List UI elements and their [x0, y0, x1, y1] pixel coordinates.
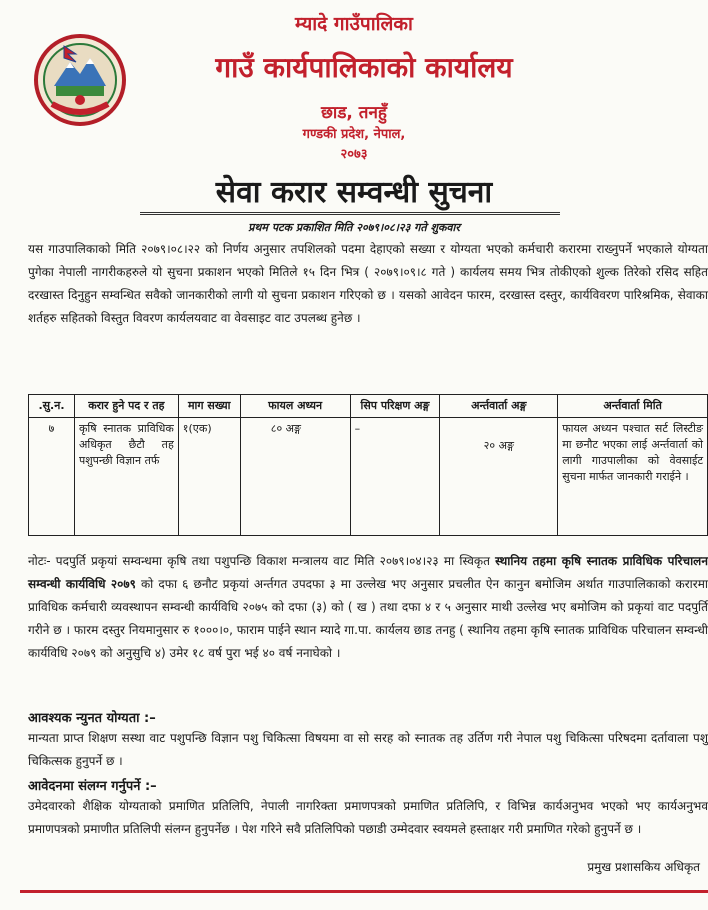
qualification-heading: आवश्यक न्युनत योग्यता :– [28, 711, 156, 726]
col-header-interview-date: अर्न्तवार्ता मिति [558, 395, 708, 418]
note-rest: को दफा ६ छनौट प्रकृयां अर्न्तगत उपदफा ३ मा उल्लेख भए अनुसार प्रचलीत ऐन कानुन बमोजिम अर्थात गाउपालिकाको करारमा प्राविधिक कर्मचारी व्यवस्थापन सम्वन्धी कार्यविधि २०७५ को दफा (३) को ( ख ) तथा दफा ४ र ५ अनुसार माथी उल्लेख भए बमोजिम को प्रकृयां वाट पदपुर्ति गरीने छ । फारम दस्तुर नियमानुसार रु १०००।०, फाराम पाईने स्थान म्यादे गा.पा. कार्यलय छाड तनहु ( स्थानिय तहमा कृषि स्नातक प्राविधिक परिचालन सम्वन्धी कार्यविधि २०७९ को अनुसुचि ४) उमेर १८ वर्ष पुरा भई ४० वर्ष ननाघेको । [28, 577, 708, 660]
cell-sn: ७ [29, 418, 75, 536]
cell-interview-marks: २० अङ्ग [440, 418, 558, 536]
vacancy-table [28, 394, 708, 536]
bottom-divider [20, 890, 708, 893]
col-header-file-study: फायल अध्यन [240, 395, 350, 418]
municipality-name: म्यादे गाउँपालिका [295, 13, 413, 35]
col-header-interview-marks: अर्न्तवार्ता अङ्ग [440, 395, 558, 418]
table-row [29, 418, 708, 536]
cell-skill-test: – [350, 418, 440, 536]
attachments-heading: आवेदनमा संलग्न गर्नुपर्ने :– [28, 779, 157, 794]
publication-date: प्रथम पटक प्रकाशित मिति २०७९।०८।२३ गते शुकवार [248, 221, 460, 234]
col-header-sn: .सु.न. [29, 395, 75, 418]
cell-interview-date: फायल अध्यन पश्चात सर्ट लिस्टीङ मा छनौट भएका लाई अर्न्तवार्ता को लागी गाउपालीका को वेवसाईट सुचना मार्फत जानकारी गराईने । [558, 418, 708, 536]
office-name: गाउँ कार्यपालिकाको कार्यालय [215, 51, 513, 84]
intro-paragraph: यस गाउपालिकाको मिति २०७९।०८।२२ को निर्णय अनुसार तपशिलको पदमा देहाएको सख्या र योग्यता भएको कर्मचारी करारमा राख्नुपर्ने भएकाले योग्यता पुगेका नेपाली नागरीकहरुले यो सुचना प्रकाशन भएको मितिले १५ दिन भित्र ( २०७९।०९।८ गते ) कार्यलय समय भित्र तोकीएको शुल्क तिरेको रसिद सहित दरखास्त दिनुहुन सम्वन्धित सवैको जानकारीको लागी यो सुचना प्रकाशन गरिएको छ । यसको आवेदन फारम, दरखास्त दस्तुर, कार्यविवरण पारिश्रमिक, सेवाका शर्तहरु सहितको विस्तुत विवरण कार्यलयवाट वा वेवसाइट वाट उपलब्ध हुनेछ । [28, 242, 708, 325]
notice-title: सेवा करार सम्वन्धी सुचना [215, 175, 493, 210]
table-header-row [29, 395, 708, 418]
signatory-title: प्रमुख प्रशासकिय अधिकृत [587, 860, 700, 874]
note-lead: नोटः- पदपुर्ति प्रकृयां सम्वन्धमा कृषि तथा पशुपन्छि विकाश मन्त्रालय वाट मिति २०७९।०४।२३ मा स्विकृत [28, 554, 490, 568]
title-underline [140, 212, 560, 215]
col-header-post: करार हुने पद र तह [74, 395, 178, 418]
col-header-count: माग सख्या [178, 395, 240, 418]
note-procedure-title: स्थानिय तहमा कृषि स्नातक प्राविधिक परिचालन सम्वन्धी कार्यविधि २०७९ [28, 554, 708, 591]
cell-file-study: ८० अङ्ग [240, 418, 350, 536]
col-header-skill-test: सिप परिक्षण अङ्ग [350, 395, 440, 418]
note-paragraph [28, 550, 708, 665]
cell-post: कृषि स्नातक प्राविधिक अधिकृत छैटौ तह पशुपन्छी विज्ञान तर्फ [74, 418, 178, 536]
province-line: गण्डकी प्रदेश, नेपाल, [302, 127, 406, 142]
established-year: २०७३ [340, 147, 368, 162]
qualification-text: मान्यता प्राप्त शिक्षण सस्था वाट पशुपन्छि विज्ञान पशु चिकित्सा विषयमा वा सो सरह को स्नातक तह उर्तिण गरी नेपाल पशु चिकित्सा परिषदमा दर्तावाला पशु चिकित्सक हुनुपर्ने छ । [28, 731, 708, 768]
cell-count: १(एक) [178, 418, 240, 536]
office-address: छाड, तनहुँ [321, 103, 387, 123]
attachments-text: उमेदवारको शैक्षिक योग्यताको प्रमाणित प्रतिलिपि, नेपाली नागरिक्ता प्रमाणपत्रको प्रमाणित प्रतिलिपि, र विभिन्न कार्यअनुभव भएको भए कार्यअनुभव प्रमाणपत्रको प्रमाणीत प्रतिलिपी संलग्न हुनुपर्नेछ । पेश गरिने सवै प्रतिलिपिको पछाडी उम्मेदवार स्वयमले हस्ताक्षर गरी प्रमाणित गरेको हुनुपर्ने छ । [28, 799, 708, 836]
